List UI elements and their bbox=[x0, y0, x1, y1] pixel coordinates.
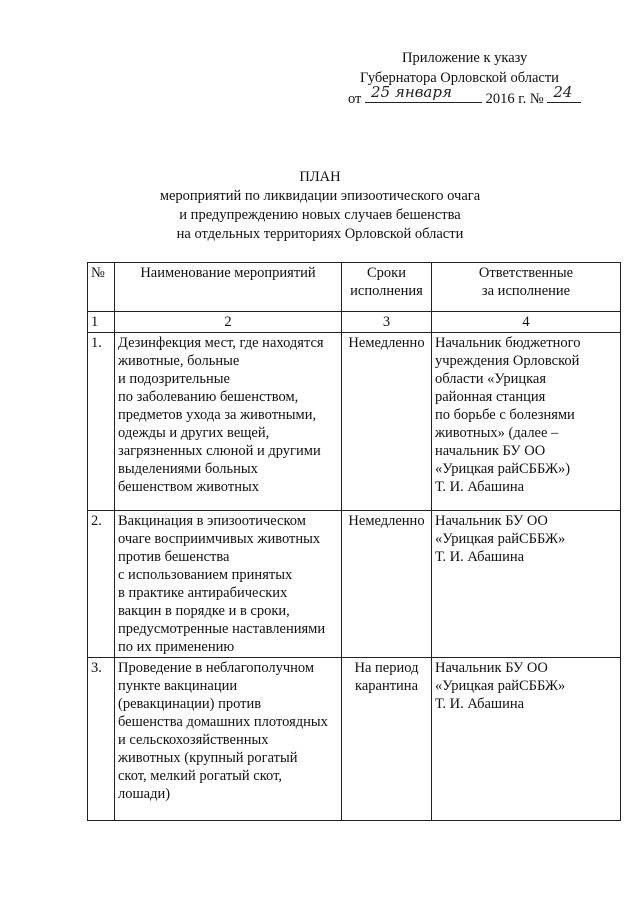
row-responsible: Начальник БУ ОО «Урицкая райСББЖ» Т. И. Абашина bbox=[432, 511, 621, 658]
header-term: Сроки исполнения bbox=[342, 263, 432, 312]
row-measure: Вакцинация в эпизоотическом очаге восприимчивых животных против бешенства с использованием принятых в практике антирабических вакцин в порядке и в сроки, предусмотренные наставлениями по их применению bbox=[115, 511, 342, 658]
row-measure: Дезинфекция мест, где находятся животные, больные и подозрительные по заболеванию бешенством, предметов ухода за животными, одежды и других вещей, загрязненных слюной и другими выделениями больных бешенством животных bbox=[115, 333, 342, 511]
column-number: 3 bbox=[342, 312, 432, 333]
annex-line-2: Губернатора Орловской области bbox=[360, 70, 559, 86]
row-measure: Проведение в неблагополучном пункте вакцинации (ревакцинации) против бешенства домашних плотоядных и сельскохозяйственных животных (крупный рогатый скот, мелкий рогатый скот, лошади) bbox=[115, 658, 342, 821]
column-numbers-row bbox=[88, 312, 621, 333]
header-number: № bbox=[88, 263, 115, 312]
column-number: 2 bbox=[115, 312, 342, 333]
title-line-1: мероприятий по ликвидации эпизоотического очага bbox=[159, 188, 481, 204]
handwritten-date: 25 января bbox=[365, 88, 482, 103]
annex-year: 2016 г. № bbox=[485, 91, 544, 107]
row-number: 3. bbox=[88, 658, 115, 821]
column-number: 4 bbox=[432, 312, 621, 333]
row-number: 1. bbox=[88, 333, 115, 511]
table-row bbox=[88, 333, 621, 511]
title-line-2: и предупреждению новых случаев бешенства bbox=[179, 207, 461, 223]
annex-block bbox=[348, 48, 598, 109]
row-responsible: Начальник бюджетного учреждения Орловской области «Урицкая районная станция по борьбе с болезнями животных» (далее – начальник БУ ОО «Урицкая райСББЖ») Т. И. Абашина bbox=[432, 333, 621, 511]
row-number: 2. bbox=[88, 511, 115, 658]
handwritten-number: 24 bbox=[547, 88, 581, 103]
annex-line-3 bbox=[348, 83, 598, 109]
row-term: Немедленно bbox=[342, 333, 432, 511]
document-title bbox=[0, 168, 640, 244]
annex-from-label: от bbox=[348, 91, 362, 107]
table-header-row bbox=[88, 263, 621, 312]
table-row bbox=[88, 511, 621, 658]
row-term: На период карантина bbox=[342, 658, 432, 821]
title-line-3: на отдельных территориях Орловской области bbox=[176, 226, 464, 242]
plan-table bbox=[87, 262, 621, 821]
column-number: 1 bbox=[88, 312, 115, 333]
row-term: Немедленно bbox=[342, 511, 432, 658]
header-name: Наименование мероприятий bbox=[115, 263, 342, 312]
row-responsible: Начальник БУ ОО «Урицкая райСББЖ» Т. И. Абашина bbox=[432, 658, 621, 821]
header-responsible: Ответственные за исполнение bbox=[432, 263, 621, 312]
title-heading: ПЛАН bbox=[299, 169, 341, 185]
annex-line-1: Приложение к указу bbox=[402, 50, 528, 66]
table-row bbox=[88, 658, 621, 821]
